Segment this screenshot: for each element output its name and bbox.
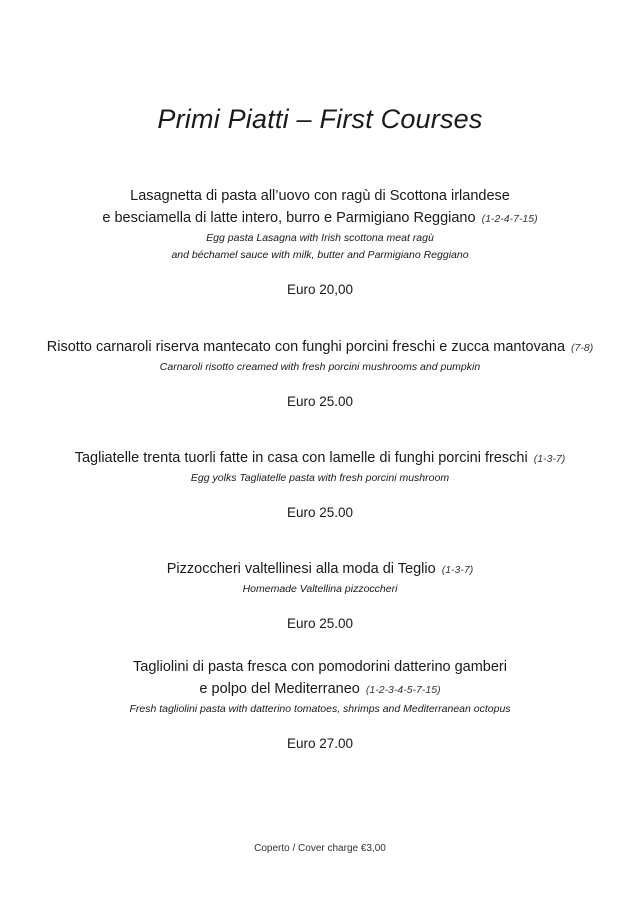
allergen-codes: (1-2-3-4-5-7-15): [365, 684, 441, 696]
dish-italian-text: Pizzoccheri valtellinesi alla moda di Teglio: [166, 561, 436, 577]
dish-italian-line: Lasagnetta di pasta all’uovo con ragù di Scottona irlandese: [130, 188, 510, 204]
dish-italian-text: Risotto carnaroli riserva mantecato con funghi porcini freschi e zucca mantovana: [46, 339, 566, 355]
allergen-codes: (1-3-7): [533, 453, 566, 465]
dish-italian-text: e besciamella di latte intero, burro e Parmigiano Reggiano: [102, 210, 476, 226]
dish-tagliatelle: [0, 447, 640, 520]
allergen-codes: (1-3-7): [441, 564, 474, 576]
dish-italian-line: [0, 678, 640, 701]
dish-price: Euro 27.00: [286, 736, 354, 751]
dish-risotto: [0, 336, 640, 409]
allergen-codes: (1-2-4-7-15): [481, 213, 538, 225]
dish-italian-line: [0, 336, 640, 359]
dish-pizzoccheri: [0, 558, 640, 631]
dish-tagliolini: [0, 656, 640, 751]
dish-price: Euro 25.00: [286, 505, 354, 520]
dish-price: Euro 25.00: [286, 394, 354, 409]
dish-italian-text: e polpo del Mediterraneo: [199, 681, 360, 697]
dish-italian-line: Tagliolini di pasta fresca con pomodorini datterino gamberi: [133, 659, 507, 675]
allergen-codes: (7-8): [571, 342, 594, 354]
dish-lasagnetta: [0, 185, 640, 297]
dish-english-line: and béchamel sauce with milk, butter and Parmigiano Reggiano: [171, 249, 469, 261]
dish-italian-line: [0, 207, 640, 230]
dish-english-line: Homemade Valtellina pizzoccheri: [242, 583, 398, 595]
dish-price: Euro 20,00: [286, 282, 354, 297]
dish-english-line: Egg yolks Tagliatelle pasta with fresh porcini mushroom: [190, 472, 450, 484]
dish-english-line: Egg pasta Lasagna with Irish scottona meat ragù: [206, 232, 434, 244]
dish-english-line: Carnaroli risotto creamed with fresh porcini mushrooms and pumpkin: [159, 361, 481, 373]
dish-english-line: Fresh tagliolini pasta with datterino tomatoes, shrimps and Mediterranean octopus: [129, 703, 511, 715]
dish-italian-text: Tagliatelle trenta tuorli fatte in casa con lamelle di funghi porcini freschi: [74, 450, 528, 466]
dish-price: Euro 25.00: [286, 616, 354, 631]
dish-italian-line: [0, 558, 640, 581]
page-title: Primi Piatti – First Courses: [157, 104, 483, 134]
cover-charge-note: Coperto / Cover charge €3,00: [254, 843, 386, 854]
dish-italian-line: [0, 447, 640, 470]
